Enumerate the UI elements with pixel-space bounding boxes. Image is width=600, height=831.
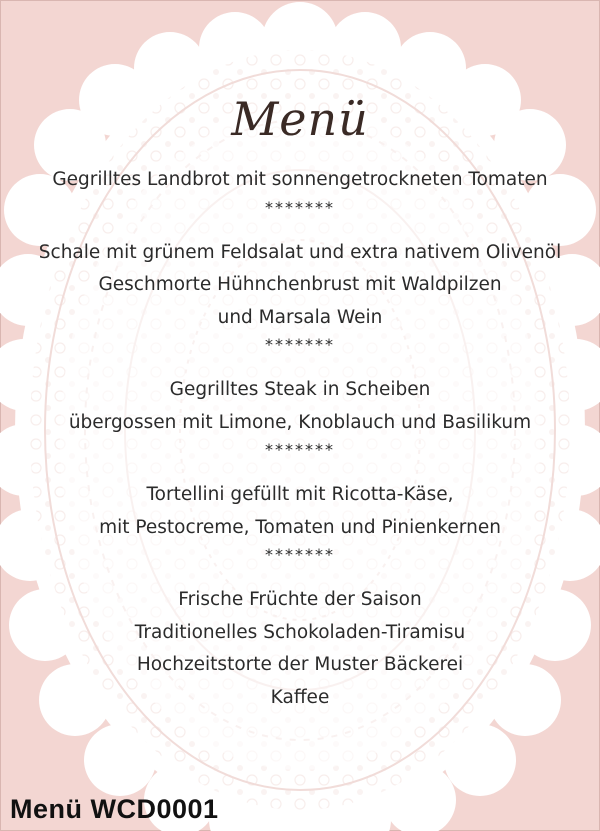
course-line: Kaffee — [270, 686, 330, 708]
menu-courses — [0, 164, 600, 714]
course-5 — [0, 584, 600, 714]
course-line: und Marsala Wein — [217, 306, 383, 328]
course-line: Gegrilltes Landbrot mit sonnengetrockneten Tomaten — [52, 169, 548, 190]
course-1 — [0, 164, 600, 219]
product-code-label: Menü WCD0001 — [10, 794, 219, 824]
menu-title: Menü — [231, 92, 369, 146]
course-3 — [0, 374, 600, 461]
course-separator: ******* — [265, 440, 335, 459]
course-line: Schale mit grünem Feldsalat und extra nativem Olivenöl — [38, 241, 562, 263]
course-line: übergossen mit Limone, Knoblauch und Basilikum — [68, 411, 532, 433]
course-separator: ******* — [265, 197, 335, 217]
course-line: Hochzeitstorte der Muster Bäckerei — [136, 654, 464, 675]
course-line: Tortellini gefüllt mit Ricotta-Käse, — [146, 484, 454, 505]
course-separator: ******* — [265, 545, 335, 564]
course-line: Traditionelles Schokoladen-Tiramisu — [134, 621, 466, 643]
course-2 — [0, 237, 600, 357]
course-line: Frische Früchte der Saison — [178, 589, 422, 610]
course-4 — [0, 479, 600, 566]
course-line: Gegrilltes Steak in Scheiben — [169, 379, 431, 400]
course-separator: ******* — [265, 335, 335, 354]
course-line: Geschmorte Hühnchenbrust mit Waldpilzen — [98, 274, 502, 295]
course-line: mit Pestocreme, Tomaten und Pinienkernen — [99, 516, 501, 538]
